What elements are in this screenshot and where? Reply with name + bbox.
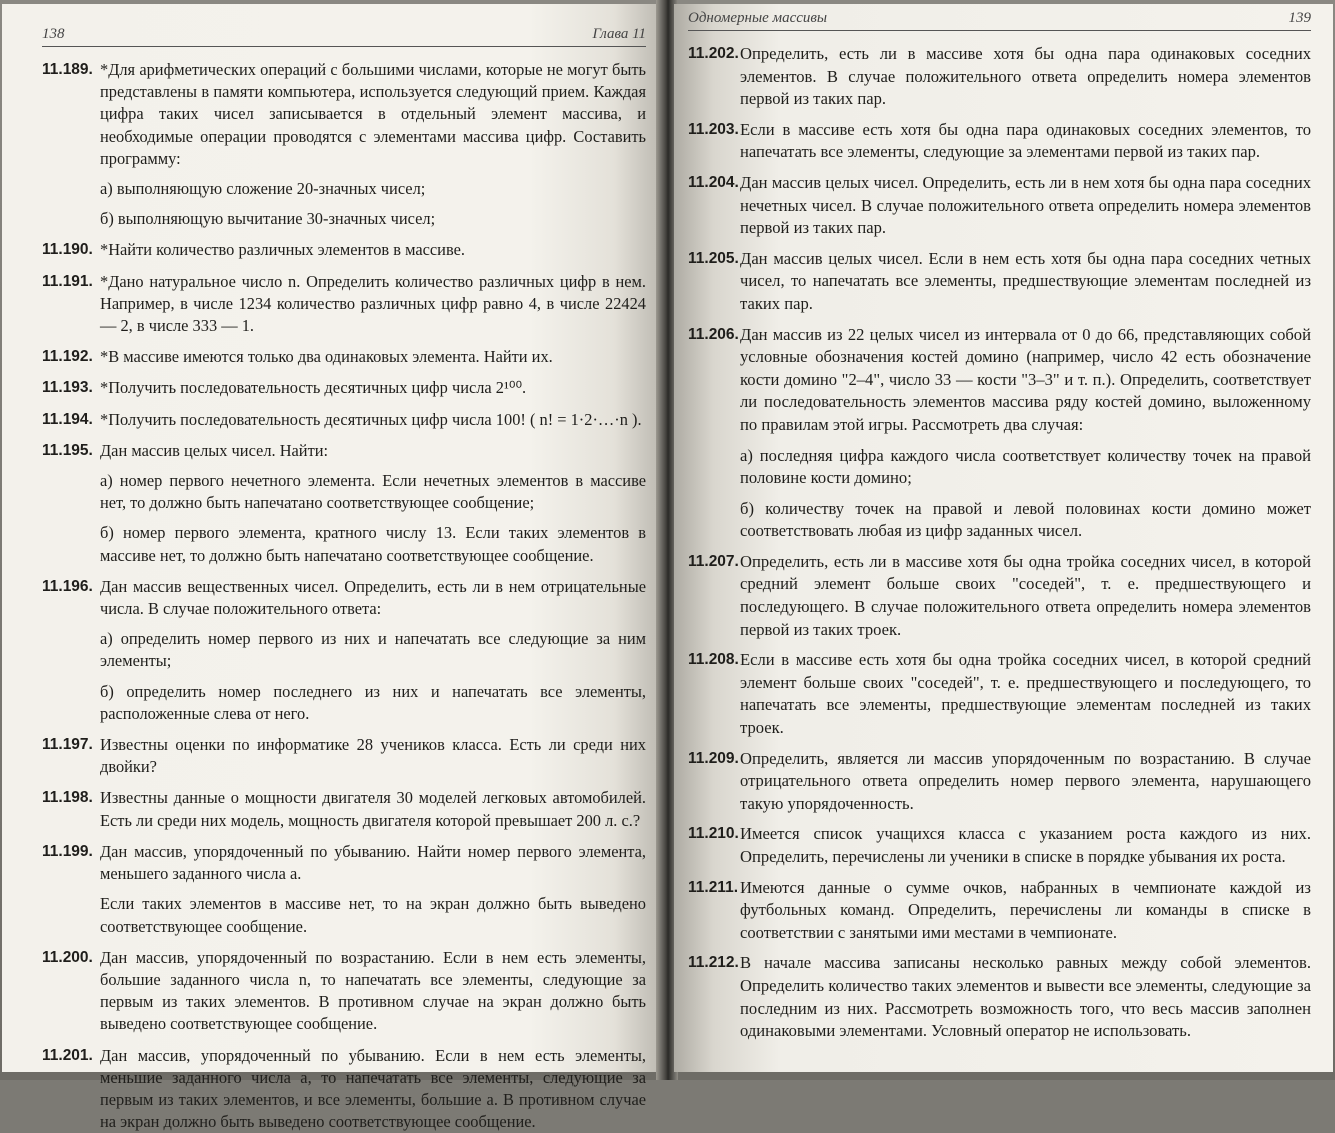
exercise-number: 11.210. (688, 825, 739, 843)
right-page (674, 4, 1333, 1072)
exercise-number: 11.193. (42, 379, 93, 397)
exercise-statement: *В массиве имеются только два одинаковых элемента. Найти их. (100, 347, 553, 367)
exercise-statement: Определить, есть ли в массиве хотя бы одна пара одинаковых соседних элементов. В случае положительного ответа определить номера элементов первой из таких пар. (740, 44, 1311, 109)
exercise-item (688, 43, 1311, 111)
exercise-item (688, 551, 1311, 641)
exercise-number: 11.211. (688, 878, 739, 896)
exercise-item (42, 377, 646, 399)
exercise-number: 11.200. (42, 948, 93, 966)
exercise-number: 11.191. (42, 272, 93, 290)
exercise-number: 11.209. (688, 749, 739, 767)
exercise-text (100, 576, 646, 725)
exercise-subitem: а) номер первого нечетного элемента. Если нечетных элементов в массиве нет, то должно быть напечатано соответствующее сообщение; (100, 471, 646, 513)
exercise-text (100, 787, 646, 831)
exercise-number: 11.197. (42, 736, 93, 754)
exercise-item (42, 409, 646, 431)
exercise-text (740, 877, 1311, 945)
exercise-text (100, 947, 646, 1036)
running-head: Глава 11 (592, 26, 646, 42)
exercise-item (688, 823, 1311, 868)
exercise-text (100, 1045, 646, 1133)
exercise-item (42, 346, 646, 368)
exercise-text (740, 952, 1311, 1042)
right-task-list (688, 43, 1311, 1043)
exercise-subitem: а) определить номер первого из них и напечатать все следующие за ним элементы; (100, 629, 646, 671)
exercise-item (42, 59, 646, 230)
exercise-subitem: б) определить номер последнего из них и напечатать все элементы, расположенные слева от него. (100, 681, 646, 723)
exercise-item (688, 748, 1311, 816)
exercise-text (100, 346, 646, 368)
exercise-number: 11.204. (688, 173, 739, 191)
exercise-statement: Имеются данные о сумме очков, набранных в чемпионате каждой из футбольных команд. Определить, перечислены ли команды в списке в соответствии с занятыми ими местами в чемпионате. (740, 877, 1311, 942)
exercise-statement: *Для арифметических операций с большими числами, которые не могут быть представлены в памяти компьютера, используется следующий прием. Каждая цифра таких чисел записывается в отдельный элемент массива, и необходимые операции проводятся с элементами массива цифр. Составить программу: (100, 60, 646, 168)
exercise-number: 11.192. (42, 348, 93, 366)
exercise-text (740, 748, 1311, 816)
exercise-statement: В начале массива записаны несколько равных между собой элементов. Определить количество таких элементов и вывести все элементы, следующие за последним из них. Рассмотреть возможность того, что весь массив заполнен одинаковыми элементами. Условный оператор не использовать. (740, 953, 1311, 1041)
exercise-item (688, 248, 1311, 316)
exercise-statement: Имеется список учащихся класса с указанием роста каждого из них. Определить, перечислены ли ученики в списке в порядке убывания их роста. (740, 824, 1311, 866)
exercise-number: 11.195. (42, 441, 93, 459)
exercise-text (740, 649, 1311, 739)
exercise-number: 11.198. (42, 789, 93, 807)
exercise-number: 11.201. (42, 1046, 93, 1064)
exercise-number: 11.212. (688, 954, 739, 972)
exercise-statement: Дан массив целых чисел. Если в нем есть хотя бы одна пара соседних четных чисел, то напечатать все элементы, предшествующие элементам последней из таких пар. (740, 248, 1311, 313)
exercise-statement: Дан массив целых чисел. Определить, есть ли в нем хотя бы одна пара соседних нечетных чисел. В случае положительного ответа определить номера элементов первой из таких пар. (740, 172, 1311, 238)
exercise-item (688, 324, 1311, 543)
exercise-statement: Определить, есть ли в массиве хотя бы одна тройка соседних чисел, в которой средний элемент больше своих "соседей", т. е. предшествующего и последующего. В случае положительного ответа определить номера элементов первой из таких троек. (740, 551, 1311, 639)
exercise-text (100, 59, 646, 230)
left-page (2, 4, 660, 1132)
exercise-item (688, 649, 1311, 739)
exercise-item (42, 787, 646, 831)
exercise-item (688, 952, 1311, 1042)
exercise-subitem: б) количеству точек на правой и левой половинах кости домино может соответствовать любая из цифр заданных чисел. (740, 498, 1311, 541)
exercise-number: 11.203. (688, 120, 739, 138)
exercise-number: 11.189. (42, 61, 93, 78)
exercise-number: 11.196. (42, 577, 93, 595)
exercise-statement: Определить, является ли массив упорядоченным по возрастанию. В случае отрицательного ответа определить номер первого элемента, нарушающего такую упорядоченность. (740, 748, 1311, 813)
exercise-text (740, 43, 1311, 111)
exercise-text (100, 841, 646, 938)
exercise-text (740, 172, 1311, 240)
exercise-number: 11.205. (688, 249, 739, 267)
exercise-statement: Если в массиве есть хотя бы одна тройка соседних чисел, в которой средний элемент больше своих "соседей", т. е. предшествующего и последующего, то напечатать все элементы, предшествующие элементам последней из таких троек. (740, 650, 1311, 738)
exercise-item (688, 119, 1311, 164)
exercise-statement: Известны оценки по информатике 28 учеников класса. Есть ли среди них двойки? (100, 735, 646, 777)
exercise-item (688, 172, 1311, 240)
exercise-statement: *Дано натуральное число n. Определить количество различных цифр в нем. Например, в числе 1234 количество различных цифр равно 4, в числе 22424 — 2, в числе 333 — 1. (100, 271, 646, 336)
running-head: Одномерные массивы (688, 10, 828, 26)
exercise-text (100, 271, 646, 338)
exercise-statement: Дан массив вещественных чисел. Определить, есть ли в нем отрицательные числа. В случае положительного ответа: (100, 576, 646, 619)
exercise-item (42, 841, 646, 938)
exercise-statement: Дан массив из 22 целых чисел из интервала от 0 до 66, представляющих собой условные обозначения костей домино (например, число 42 есть обозначение кости домино "2–4", число 33 — кости "3–3" и т. п.). Определить, соответствует ли последовательность элементов массива ряду костей домино, выложенному по правилам этой игры. Рассмотреть два случая: (740, 324, 1311, 434)
exercise-item (42, 947, 646, 1036)
exercise-text (740, 551, 1311, 641)
exercise-item (42, 271, 646, 338)
exercise-text (100, 377, 646, 399)
exercise-text (740, 248, 1311, 316)
right-page-header (688, 10, 1311, 31)
left-page-header (42, 26, 646, 47)
exercise-number: 11.190. (42, 241, 93, 259)
exercise-item (688, 877, 1311, 945)
exercise-number: 11.206. (688, 325, 739, 343)
exercise-subitem: б) номер первого элемента, кратного числу 13. Если таких элементов в массиве нет, то должно быть напечатано соответствующее сообщение. (100, 523, 646, 565)
exercise-text (740, 324, 1311, 543)
exercise-text (740, 119, 1311, 164)
exercise-statement: Дан массив целых чисел. Найти: (100, 440, 329, 460)
page-number: 139 (1288, 10, 1311, 26)
exercise-text (740, 823, 1311, 868)
exercise-number: 11.208. (688, 651, 739, 669)
exercise-item (42, 734, 646, 778)
exercise-text (100, 409, 646, 431)
exercise-subitem: а) последняя цифра каждого числа соответствует количеству точек на правой половине кости домино; (740, 445, 1311, 488)
exercise-statement: Известны данные о мощности двигателя 30 моделей легковых автомобилей. Есть ли среди них модель, мощность двигателя которой превышает 200 л. с.? (100, 788, 646, 830)
exercise-item (42, 440, 646, 567)
exercise-number: 11.207. (688, 552, 739, 570)
exercise-item (42, 576, 646, 725)
exercise-number: 11.202. (688, 45, 739, 62)
exercise-item (42, 1045, 646, 1133)
exercise-text (100, 239, 646, 261)
exercise-statement: Дан массив, упорядоченный по убыванию. Найти номер первого элемента, меньшего заданного числа a. (100, 841, 646, 884)
exercise-statement: Дан массив, упорядоченный по убыванию. Если в нем есть элементы, меньшие заданного числа a, то напечатать все элементы, следующие за первым из таких элементов, и все элементы, большие a. В противном случае на экран должно быть выведено соответствующее сообщение. (100, 1045, 646, 1132)
left-task-list (42, 59, 646, 1133)
exercise-statement: *Получить последовательность десятичных цифр числа 2¹⁰⁰. (100, 378, 527, 398)
exercise-statement: Если в массиве есть хотя бы одна пара одинаковых соседних элементов, то напечатать все элементы, следующие за элементами первой из таких пар. (740, 119, 1311, 162)
exercise-statement: *Получить последовательность десятичных цифр числа 100! ( n! = 1·2·…·n ). (100, 409, 642, 429)
page-number: 138 (42, 26, 65, 42)
exercise-subitem: Если таких элементов в массиве нет, то на экран должно быть выведено соответствующее сообщение. (100, 894, 646, 936)
exercise-subitem: б) выполняющую вычитание 30-значных чисел; (100, 209, 436, 229)
exercise-statement: Дан массив, упорядоченный по возрастанию. Если в нем есть элементы, большие заданного числа n, то напечатать все элементы, следующие за первым из таких элементов. В противном случае на экран должно быть выведено соответствующее сообщение. (100, 947, 646, 1034)
exercise-text (100, 734, 646, 778)
exercise-subitem: а) выполняющую сложение 20-значных чисел; (100, 179, 426, 199)
exercise-number: 11.199. (42, 842, 93, 860)
exercise-number: 11.194. (42, 410, 93, 428)
exercise-item (42, 239, 646, 261)
exercise-text (100, 440, 646, 567)
exercise-statement: *Найти количество различных элементов в массиве. (100, 240, 465, 260)
